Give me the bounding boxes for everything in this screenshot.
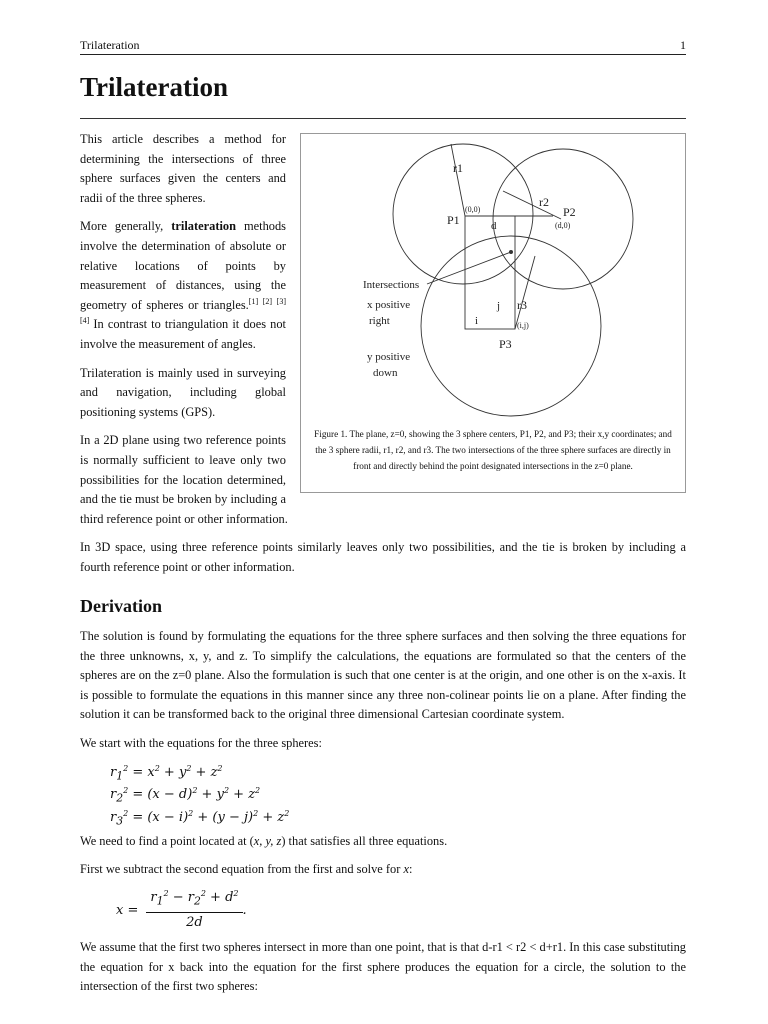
sphere-equations — [110, 763, 686, 831]
label-intersections: Intersections — [363, 279, 420, 291]
r3-radius-line — [515, 256, 535, 329]
p4-lead: First we subtract the second equation from the first and solve for — [80, 862, 404, 877]
coordinate-rectangle — [465, 216, 515, 329]
section-heading-derivation: Derivation — [80, 596, 162, 617]
label-y-positive: y positive — [367, 351, 411, 363]
label-j: j — [497, 300, 501, 312]
derivation-paragraph-3 — [80, 832, 686, 851]
p4-tail: : — [408, 862, 413, 877]
sphere-1-circle — [393, 144, 533, 284]
p2-lead: More generally, — [80, 219, 172, 234]
p4-var: x — [403, 862, 409, 877]
article-title: Trilateration — [80, 72, 228, 102]
label-x-positive: x positive — [367, 299, 411, 311]
label-ij-coord: (i,j) — [517, 321, 529, 330]
equation-sphere-2: $r_2^2 = (x - d)^2 + y^2 + z^2$ — [110, 786, 261, 805]
running-header — [80, 36, 686, 55]
r2-radius-line — [503, 191, 561, 219]
equation-sphere-3: $r_3^2 = (x - i)^2 + (y - j)^2 + z^2$ — [110, 808, 290, 828]
p3-tail: ) that satisfies all three equations. — [281, 834, 448, 849]
label-r2: r2 — [539, 195, 549, 209]
citation-4[interactable]: [4] — [80, 316, 90, 326]
p2-tail: In contrast to triangulation it does not involve the measurement of angles. — [80, 317, 286, 351]
label-i: i — [475, 315, 479, 327]
intersection-point — [509, 250, 513, 254]
trilateration-term: trilateration — [171, 219, 236, 234]
label-p3: P3 — [499, 337, 512, 351]
label-down: down — [373, 367, 398, 379]
x-solution-equation: x = $\frac{r_1^2 - r_2^2 + d^2}{2d}$ . — [116, 889, 247, 930]
label-p1: P1 — [447, 213, 460, 227]
label-p2: P2 — [563, 205, 576, 219]
derivation-paragraph-1: The solution is found by formulating the equations for the three sphere surfaces and then solving the three equations for the three unknowns, x, y, and z. To simplify the calculations, the equations are formulated so that the centers of the spheres are on the z=0 plane. Also the formulation is such that one center is at the origin, and one other is on the x-axis. It is possible to formulate the equations in this manner since any three non-colinear points lie on a plane. After finding the solution it can be transformed back to the original three dimensional Cartesian coordinate system. — [80, 629, 686, 722]
r1-radius-line — [451, 144, 465, 216]
trilateration-diagram — [301, 134, 685, 424]
derivation-paragraph-2: We start with the equations for the three spheres: — [80, 736, 322, 751]
label-r3: r3 — [517, 298, 527, 312]
intro-paragraph-1: This article describes a method for determining the intersections of three sphere surfaces given the centers and radii of the three spheres. — [80, 132, 286, 205]
title-rule — [80, 118, 686, 119]
label-right: right — [369, 315, 390, 327]
p3-vars: x, y, z — [253, 834, 282, 849]
derivation-paragraph-4 — [80, 860, 686, 879]
article-body — [80, 130, 686, 1006]
sphere-2-circle — [493, 149, 633, 289]
citation-3[interactable]: [3] — [276, 296, 286, 306]
intro-paragraph-4: In a 2D plane using two reference points is normally sufficient to leave only two possibilities for the location determined, and the tie must be broken by including a third reference point or other information. — [80, 433, 288, 526]
label-d-coord: (d,0) — [555, 221, 571, 230]
equation-sphere-1: $r_1^2 = x^2 + y^2 + z^2$ — [110, 763, 223, 783]
label-origin: (0,0) — [465, 205, 481, 214]
citation-1[interactable]: [1] — [248, 296, 259, 306]
p2-text: methods involve the determination of absolute or relative locations of points by measurement of distances, using the geometry of spheres or triangles. — [80, 219, 287, 312]
citation-2[interactable]: [2] — [262, 296, 273, 306]
label-r1: r1 — [453, 161, 463, 175]
intro-paragraph-3: Trilateration is mainly used in surveying and navigation, including global positioning systems (GPS). — [80, 365, 286, 419]
p3-lead: We need to find a point located at ( — [80, 834, 254, 849]
intersections-pointer — [427, 252, 511, 284]
intro-paragraph-5: In 3D space, using three reference points similarly leaves only two possibilities, and the tie is broken by including a fourth reference point or other information. — [80, 540, 686, 574]
figure-caption: Figure 1. The plane, z=0, showing the 3 sphere centers, P1, P2, and P3; their x,y coordinates; and the 3 sphere radii, r1, r2, and r3. The two intersections of the three sphere surfaces are directly in front and directly behind the point designated intersections in the z=0 plane. — [314, 429, 672, 471]
label-d: d — [491, 220, 497, 232]
derivation-paragraph-5: We assume that the first two spheres intersect in more than one point, that is that d-r1 < r2 < d+r1. In this case substituting the equation for x back into the equation for the first sphere produces the equation for a circle, the solution to the intersection of the first two spheres: — [80, 940, 686, 994]
sphere-3-circle — [421, 236, 601, 416]
figure-1 — [300, 133, 686, 493]
page-number: 1 — [680, 38, 686, 52]
running-title: Trilateration — [80, 38, 140, 52]
